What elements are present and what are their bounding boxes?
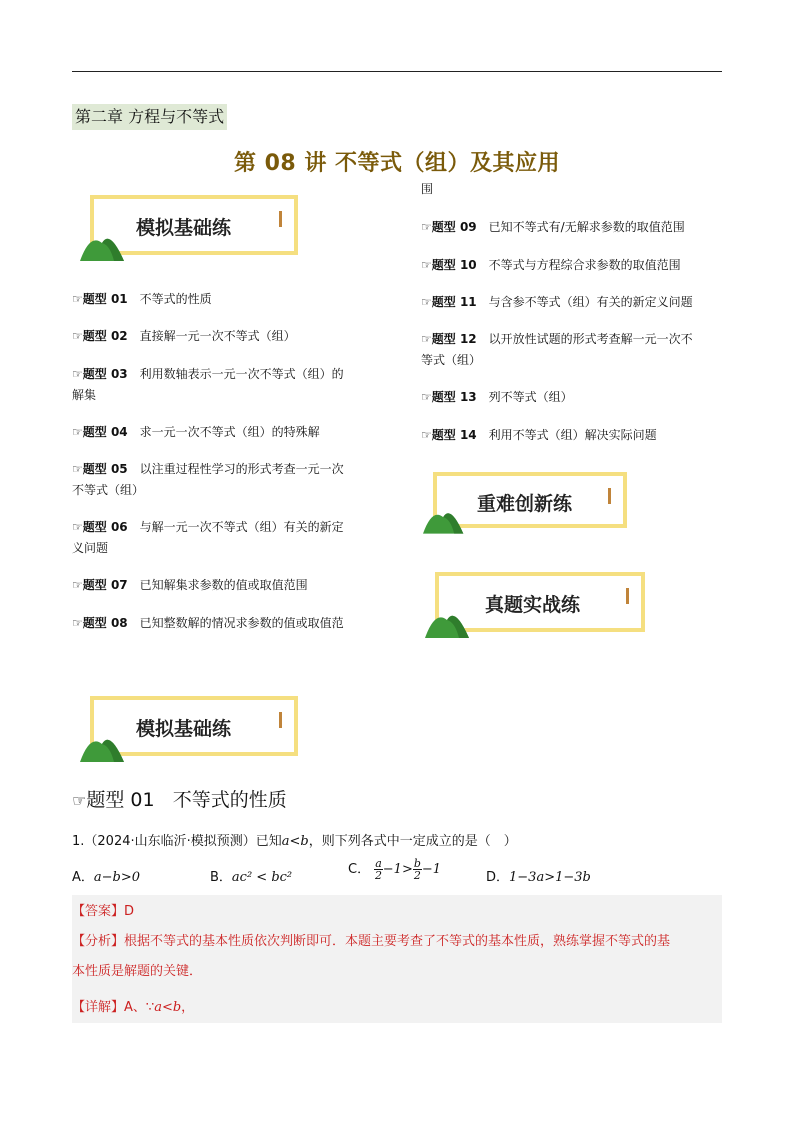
green-hill-icon <box>80 229 128 261</box>
toc-item-13[interactable]: ☞题型 13 列不等式（组） <box>421 390 573 404</box>
pointing-hand-icon: ☞ <box>72 329 83 343</box>
banner-practice-section <box>80 696 300 762</box>
banner-label: 模拟基础练 <box>136 217 232 239</box>
analysis-line: 【分析】根据不等式的基本性质依次判断即可．本题主要考查了不等式的基本性质，熟练掌握不等式的基 本性质是解题的关键． <box>72 934 671 979</box>
option-b[interactable]: B．ac² < bc² <box>210 870 293 885</box>
green-hill-icon <box>423 504 467 534</box>
toc-item-12[interactable]: ☞题型 12 以开放性试题的形式考查解一元一次不 等式（组） <box>421 332 693 367</box>
toc-item-04[interactable]: ☞题型 04 求一元一次不等式（组）的特殊解 <box>72 425 320 439</box>
toc-item-02[interactable]: ☞题型 02 直接解一元一次不等式（组） <box>72 329 296 343</box>
toc-item-09[interactable]: ☞题型 09 已知不等式有/无解求参数的取值范围 <box>421 220 685 234</box>
option-a[interactable]: A．a−b>0 <box>72 870 141 885</box>
banner-label: 重难创新练 <box>477 493 573 515</box>
toc-item-14[interactable]: ☞题型 14 利用不等式（组）解决实际问题 <box>421 428 657 442</box>
pointing-hand-icon: ☞ <box>72 578 83 592</box>
detail-line: 【详解】A、∵a<b， <box>72 1000 195 1015</box>
toc-item-07[interactable]: ☞题型 07 已知解集求参数的值或取值范围 <box>72 578 308 592</box>
option-c[interactable]: C． $\frac{a}{2}$ −1> $\frac{b}{2}$ −1 <box>348 857 442 882</box>
toc-item-03[interactable]: ☞题型 03 利用数轴表示一元一次不等式（组）的 解集 <box>72 367 344 402</box>
pointing-hand-icon: ☞ <box>421 258 432 272</box>
toc-item-05[interactable]: ☞题型 05 以注重过程性学习的形式考查一元一次 不等式（组） <box>72 462 344 497</box>
green-hill-icon <box>80 730 128 762</box>
question-stem: 1.（2024·山东临沂·模拟预测）已知a<b，则下列各式中一定成立的是（ ） <box>72 834 517 849</box>
pointing-hand-icon: ☞ <box>421 390 432 404</box>
pointing-hand-icon: ☞ <box>72 520 83 534</box>
toc-item-01[interactable]: ☞题型 01 不等式的性质 <box>72 292 212 306</box>
toc-item-06[interactable]: ☞题型 06 与解一元一次不等式（组）有关的新定 义问题 <box>72 520 344 555</box>
pointing-hand-icon: ☞ <box>72 425 83 439</box>
pointing-hand-icon: ☞ <box>72 616 83 630</box>
option-d[interactable]: D．1−3a>1−3b <box>486 870 591 885</box>
lecture-title: 第 08 讲 不等式（组）及其应用 <box>233 151 561 176</box>
answer-line: 【答案】D <box>72 904 135 919</box>
pointing-hand-icon: ☞ <box>72 791 87 810</box>
green-hill-icon <box>425 606 473 638</box>
banner-hard <box>423 472 629 534</box>
header-rule <box>72 71 722 72</box>
pointing-hand-icon: ☞ <box>421 332 432 346</box>
banner-label: 模拟基础练 <box>136 718 232 740</box>
fraction-b-over-2: $\frac{b}{2}$ <box>413 857 421 882</box>
pointing-hand-icon: ☞ <box>72 462 83 476</box>
pointing-hand-icon: ☞ <box>421 220 432 234</box>
pointing-hand-icon: ☞ <box>72 292 83 306</box>
banner-practice-top <box>80 195 300 261</box>
toc-item-11[interactable]: ☞题型 11 与含参不等式（组）有关的新定义问题 <box>421 295 693 309</box>
chapter-label: 第二章 方程与不等式 <box>72 104 227 130</box>
toc-item-10[interactable]: ☞题型 10 不等式与方程综合求参数的取值范围 <box>421 258 681 272</box>
pointing-hand-icon: ☞ <box>421 428 432 442</box>
banner-label: 真题实战练 <box>485 594 581 616</box>
fraction-a-over-2: $\frac{a}{2}$ <box>375 857 382 882</box>
toc-item-08[interactable]: ☞题型 08 已知整数解的情况求参数的值或取值范 <box>72 616 344 630</box>
pointing-hand-icon: ☞ <box>72 367 83 381</box>
pointing-hand-icon: ☞ <box>421 295 432 309</box>
banner-real <box>425 572 647 638</box>
section-heading: ☞题型 01 不等式的性质 <box>72 789 287 811</box>
toc-overflow: 围 <box>421 182 434 196</box>
